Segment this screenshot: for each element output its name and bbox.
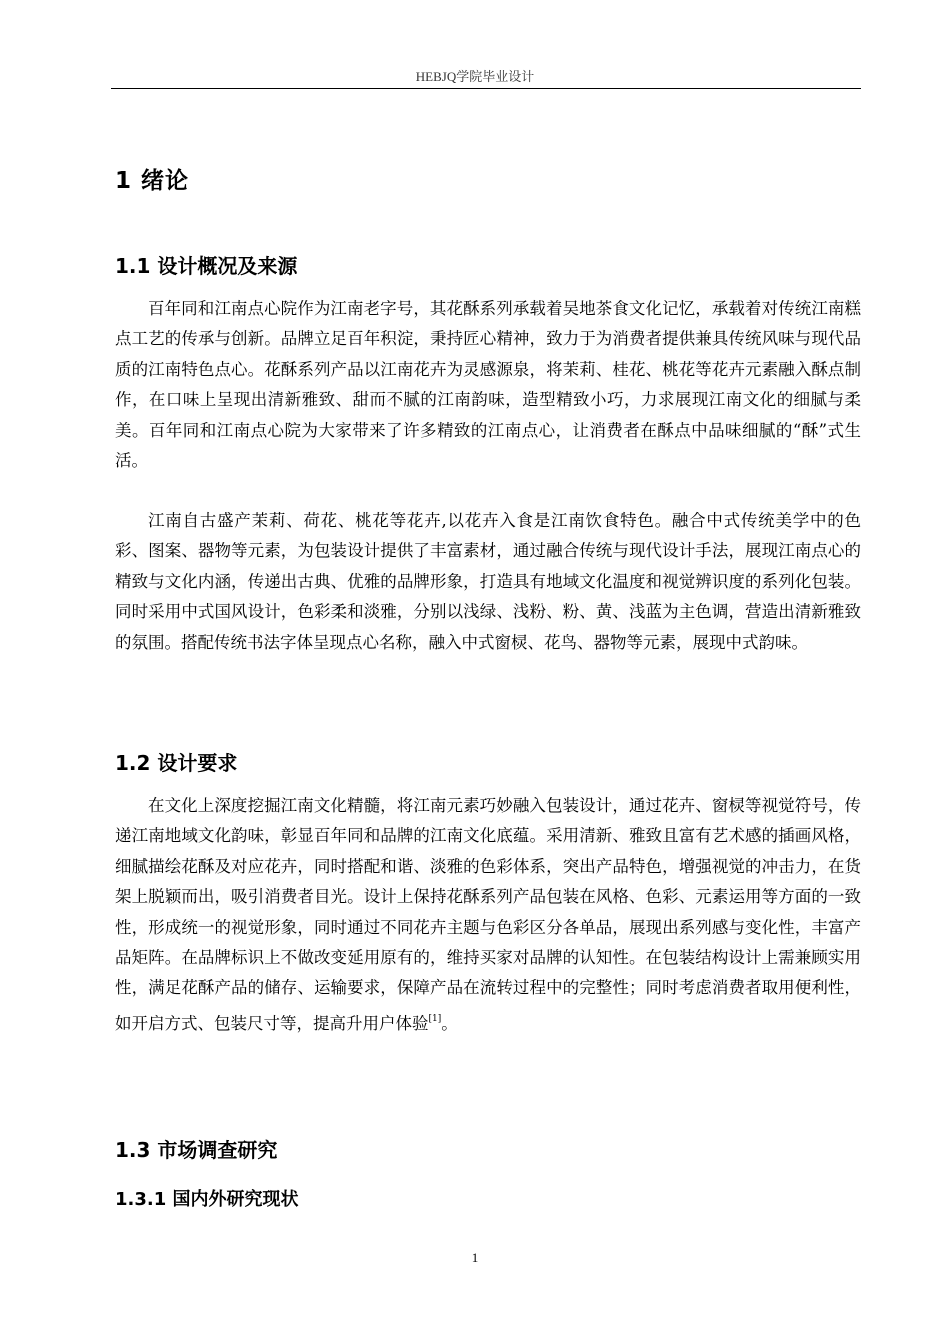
paragraph-1-1-a: 百年同和江南点心院作为江南老字号，其花酥系列承载着吴地茶食文化记忆，承载着对传统江南糕点工艺的传承与创新。品牌立足百年积淀，秉持匠心精神，致力于为消费者提供兼具传统风味与现代品质的江南特色点心。花酥系列产品以江南花卉为灵感源泉，将茉莉、桂花、桃花等花卉元素融入酥点制作，在口味上呈现出清新雅致、甜而不腻的江南韵味，造型精致小巧，力求展现江南文化的细腻与柔美。百年同和江南点心院为大家带来了许多精致的江南点心，让消费者在酥点中品味细腻的“酥”式生活。 (115, 299, 861, 471)
header-divider (111, 88, 861, 89)
paragraph-1-2-text: 在文化上深度挖掘江南文化精髓，将江南元素巧妙融入包装设计，通过花卉、窗棂等视觉符号，传递江南地域文化韵味，彰显百年同和品牌的江南文化底蕴。采用清新、雅致且富有艺术感的插画风格，细腻描绘花酥及对应花卉，同时搭配和谐、淡雅的色彩体系，突出产品特色，增强视觉的冲击力，在货架上脱颖而出，吸引消费者目光。设计上保持花酥系列产品包装在风格、色彩、元素运用等方面的一致性，形成统一的视觉形象，同时通过不同花卉主题与色彩区分各单品，展现出系列感与变化性，丰富产品矩阵。在品牌标识上不做改变延用原有的，维持买家对品牌的认知性。在包装结构设计上需兼顾实用性，满足花酥产品的储存、运输要求，保障产品在流转过程中的完整性；同时考虑消费者取用便利性，如开启方式、包装尺寸等，提高升用户体验 (115, 796, 861, 1033)
section-heading-1-2: 1.2 设计要求 (115, 751, 238, 775)
citation-marker: [1] (428, 1013, 442, 1024)
subsection-heading-1-3-1: 1.3.1 国内外研究现状 (115, 1189, 299, 1210)
chapter-title: 1 绪论 (115, 168, 190, 194)
paragraph-1-1-b: 江南自古盛产茉莉、荷花、桃花等花卉,以花卉入食是江南饮食特色。融合中式传统美学中的色彩、图案、器物等元素，为包装设计提供了丰富素材，通过融合传统与现代设计手法，展现江南点心的精致与文化内涵，传递出古典、优雅的品牌形象，打造具有地域文化温度和视觉辨识度的系列化包装。同时采用中式国风设计，色彩柔和淡雅，分别以浅绿、浅粉、粉、黄、浅蓝为主色调，营造出清新雅致的氛围。搭配传统书法字体呈现点心名称，融入中式窗棂、花鸟、器物等元素，展现中式韵味。 (115, 511, 861, 652)
page-number: 1 (471, 1250, 479, 1265)
page-header-title: HEBJQ学院毕业设计 (415, 69, 535, 84)
section-heading-1-3: 1.3 市场调查研究 (115, 1138, 278, 1162)
paragraph-1-2-end: 。 (441, 1013, 458, 1033)
section-heading-1-1: 1.1 设计概况及来源 (115, 254, 298, 278)
paragraph-1-2-a (115, 791, 861, 1039)
